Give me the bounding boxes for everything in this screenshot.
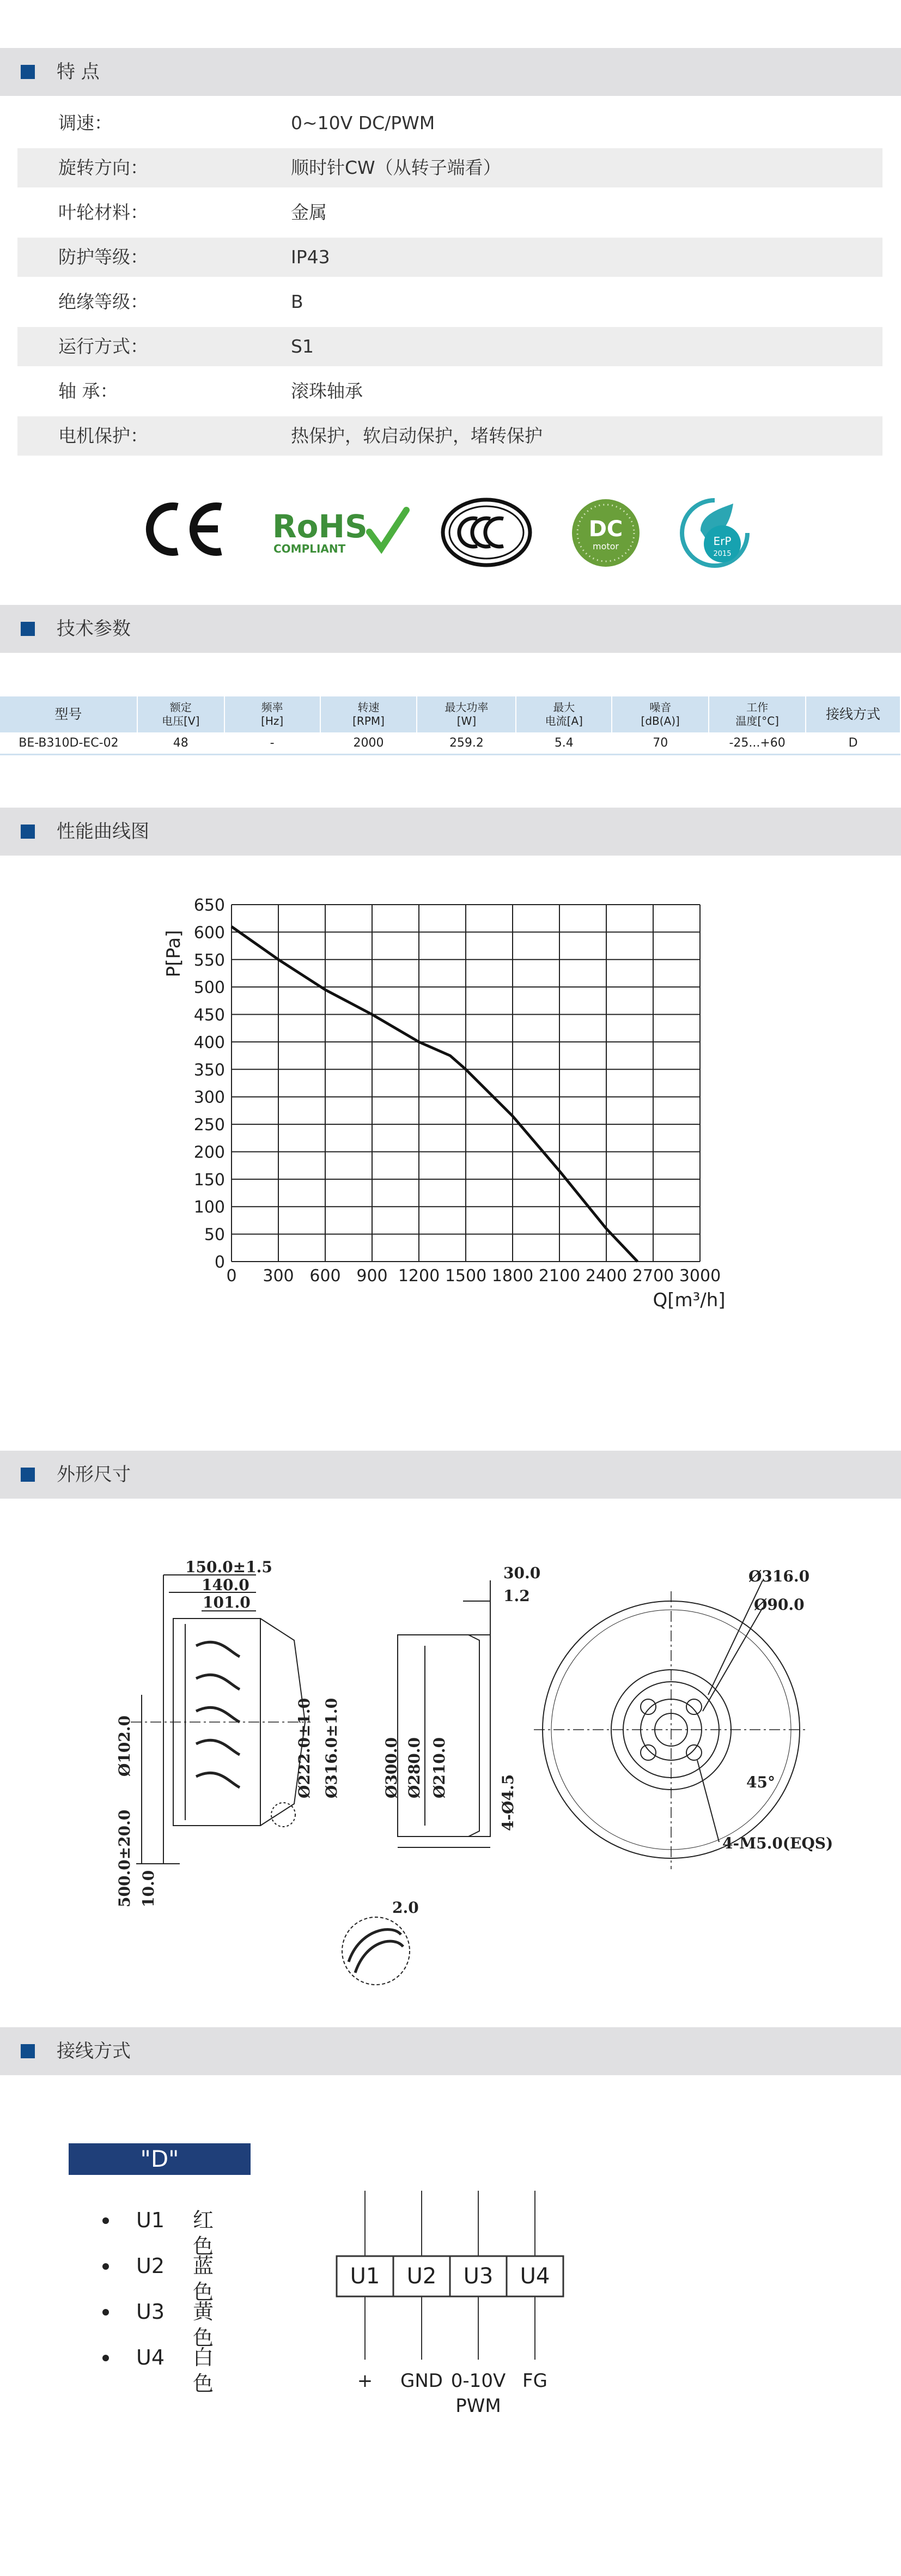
wire-color: 白色 bbox=[193, 2345, 214, 2396]
dim-label: 2.0 bbox=[392, 1899, 419, 1917]
section-marker-icon bbox=[21, 65, 35, 79]
bullet-icon bbox=[102, 2217, 109, 2224]
x-tick-label: 900 bbox=[356, 1266, 388, 1286]
y-tick-label: 600 bbox=[193, 923, 225, 943]
dim-label: 150.0±1.5 bbox=[185, 1559, 272, 1576]
y-tick-label: 300 bbox=[193, 1088, 225, 1107]
rohs-logo bbox=[270, 500, 412, 562]
erp-text: ErP bbox=[713, 535, 732, 548]
feature-row bbox=[17, 327, 882, 366]
terminal-label: U1 bbox=[350, 2264, 380, 2289]
y-tick-label: 650 bbox=[193, 896, 225, 915]
section-title: 技术参数 bbox=[57, 618, 131, 640]
wire-id: U3 bbox=[136, 2300, 165, 2324]
x-tick-label: 1200 bbox=[398, 1266, 440, 1286]
dim-label: Ø300.0 bbox=[382, 1737, 400, 1798]
feature-value: 滚珠轴承 bbox=[291, 380, 363, 402]
feature-key: 运行方式： bbox=[58, 336, 148, 357]
spec-header-line: 工作 bbox=[746, 701, 769, 714]
spec-header-line: 电流[A] bbox=[545, 714, 583, 728]
dim-label: Ø210.0 bbox=[430, 1737, 448, 1798]
spec-cell: -25...+60 bbox=[709, 732, 806, 754]
spec-header-line: [RPM] bbox=[352, 714, 385, 728]
section-header-dims bbox=[0, 1451, 901, 1499]
x-tick-label: 1500 bbox=[445, 1266, 487, 1286]
terminal-diagram bbox=[327, 2180, 577, 2430]
spec-header-line: [W] bbox=[456, 714, 477, 728]
signal-sub-label: PWM bbox=[455, 2395, 501, 2417]
section-title: 特 点 bbox=[57, 61, 100, 83]
feature-row bbox=[17, 148, 882, 187]
y-tick-label: 0 bbox=[214, 1253, 225, 1272]
bullet-icon bbox=[102, 2355, 109, 2361]
feature-key: 电机保护： bbox=[58, 425, 148, 446]
section-title: 性能曲线图 bbox=[57, 821, 149, 842]
x-tick-label: 300 bbox=[263, 1266, 294, 1286]
terminal-label: U4 bbox=[520, 2264, 550, 2289]
spec-header-cell bbox=[0, 696, 137, 732]
feature-row bbox=[17, 372, 882, 411]
x-tick-label: 1800 bbox=[491, 1266, 534, 1286]
section-header-tech bbox=[0, 605, 901, 653]
spec-cell: 259.2 bbox=[417, 732, 516, 754]
dim-label: Ø316.0±1.0 bbox=[322, 1698, 340, 1798]
performance-chart bbox=[153, 883, 730, 1417]
spec-header-cell bbox=[516, 696, 612, 732]
feature-key: 轴 承： bbox=[58, 380, 118, 402]
section-header-features bbox=[0, 48, 901, 96]
x-tick-label: 600 bbox=[309, 1266, 341, 1286]
spec-header-line: 温度[°C] bbox=[735, 714, 779, 728]
spec-cell: 5.4 bbox=[516, 732, 612, 754]
bullet-icon bbox=[102, 2263, 109, 2270]
spec-header-cell bbox=[417, 696, 516, 732]
spec-header-cell bbox=[709, 696, 806, 732]
spec-cell: D bbox=[806, 732, 900, 754]
feature-value: 顺时针CW（从转子端看） bbox=[291, 157, 501, 178]
spec-header-line: 额定 bbox=[169, 701, 192, 714]
y-axis-label: P[Pa] bbox=[163, 930, 185, 978]
signal-label: GND bbox=[400, 2370, 443, 2392]
dim-label: Ø222.0±1.0 bbox=[295, 1698, 313, 1798]
x-tick-label: 2400 bbox=[585, 1266, 628, 1286]
x-tick-label: 0 bbox=[226, 1266, 237, 1286]
spec-cell: 48 bbox=[137, 732, 224, 754]
y-tick-label: 250 bbox=[193, 1116, 225, 1135]
dc-text: DC bbox=[588, 517, 623, 542]
section-marker-icon bbox=[21, 1468, 35, 1482]
spec-header-line: 频率 bbox=[261, 701, 283, 714]
dim-label: 4-M5.0(EQS) bbox=[722, 1834, 833, 1852]
y-tick-label: 350 bbox=[193, 1060, 225, 1080]
dim-label: 30.0 bbox=[503, 1564, 541, 1582]
signal-label: + bbox=[357, 2370, 373, 2392]
rohs-text: RoHS bbox=[272, 508, 368, 545]
erp-year: 2015 bbox=[713, 550, 732, 558]
dim-label: 4-Ø4.5 bbox=[499, 1774, 517, 1831]
spec-header-row bbox=[0, 696, 900, 732]
rohs-sub: COMPLIANT bbox=[273, 542, 346, 555]
dc-sub: motor bbox=[592, 541, 619, 551]
feature-value: B bbox=[291, 291, 303, 312]
spec-header-line: [dB(A)] bbox=[641, 714, 680, 728]
section-title: 接线方式 bbox=[57, 2040, 131, 2062]
feature-key: 叶轮材料： bbox=[58, 202, 148, 223]
terminal-label: U3 bbox=[463, 2264, 494, 2289]
detail-view bbox=[342, 1917, 410, 1985]
front-view bbox=[534, 1580, 808, 1869]
wire-color: 蓝色 bbox=[193, 2254, 214, 2304]
ce-logo bbox=[137, 499, 230, 561]
y-tick-label: 500 bbox=[193, 978, 225, 998]
feature-key: 调速： bbox=[58, 112, 112, 134]
spec-header-cell bbox=[320, 696, 417, 732]
dim-label: 10.0 bbox=[139, 1870, 157, 1907]
dim-label: 500.0±20.0 bbox=[115, 1809, 133, 1907]
spec-header-line: 噪音 bbox=[649, 701, 672, 714]
feature-row bbox=[17, 238, 882, 277]
bullet-icon bbox=[102, 2309, 109, 2316]
x-tick-label: 3000 bbox=[679, 1266, 721, 1286]
erp-logo bbox=[679, 497, 751, 571]
feature-value: S1 bbox=[291, 336, 314, 357]
spec-header-cell bbox=[224, 696, 320, 732]
table-row bbox=[0, 732, 900, 754]
feature-row bbox=[17, 416, 882, 456]
dim-label: 101.0 bbox=[203, 1593, 251, 1611]
x-tick-label: 2100 bbox=[538, 1266, 581, 1286]
feature-row bbox=[17, 193, 882, 232]
dim-label: Ø102.0 bbox=[115, 1715, 133, 1777]
feature-key: 防护等级： bbox=[58, 246, 148, 268]
section-title: 外形尺寸 bbox=[57, 1464, 131, 1486]
y-tick-label: 200 bbox=[193, 1143, 225, 1162]
y-tick-label: 150 bbox=[193, 1170, 225, 1190]
wire-id: U1 bbox=[136, 2208, 165, 2232]
feature-row bbox=[17, 104, 882, 143]
dim-label: Ø280.0 bbox=[405, 1737, 423, 1798]
section-marker-icon bbox=[21, 825, 35, 839]
series-line bbox=[232, 926, 637, 1262]
wire-id: U4 bbox=[136, 2345, 165, 2369]
y-tick-label: 100 bbox=[193, 1198, 225, 1217]
dim-label: Ø316.0 bbox=[748, 1567, 810, 1585]
dim-label: 45° bbox=[746, 1773, 775, 1791]
section-marker-icon bbox=[21, 2044, 35, 2058]
dimension-drawing bbox=[0, 1559, 901, 2005]
section-view bbox=[398, 1580, 490, 1847]
wire-color: 红色 bbox=[193, 2208, 214, 2258]
spec-cell: 70 bbox=[612, 732, 709, 754]
spec-header-cell bbox=[137, 696, 224, 732]
dc-motor-logo bbox=[571, 498, 641, 570]
feature-value: 0~10V DC/PWM bbox=[291, 112, 435, 134]
spec-header-cell bbox=[612, 696, 709, 732]
signal-label: FG bbox=[522, 2370, 547, 2392]
signal-label: 0-10V bbox=[450, 2370, 506, 2392]
spec-table bbox=[0, 696, 901, 755]
dim-label: 1.2 bbox=[503, 1587, 530, 1605]
spec-cell: 2000 bbox=[320, 732, 417, 754]
x-axis-label: Q[m³/h] bbox=[653, 1289, 726, 1311]
feature-value: 热保护，软启动保护，堵转保护 bbox=[291, 425, 543, 446]
x-tick-label: 2700 bbox=[632, 1266, 674, 1286]
wire-id: U2 bbox=[136, 2254, 165, 2278]
spec-header-cell bbox=[806, 696, 900, 732]
section-header-wiring bbox=[0, 2027, 901, 2075]
feature-value: 金属 bbox=[291, 202, 327, 223]
spec-cell: BE-B310D-EC-02 bbox=[0, 732, 137, 754]
y-tick-label: 400 bbox=[193, 1033, 225, 1052]
spec-header-line: 接线方式 bbox=[826, 706, 881, 723]
side-view bbox=[131, 1575, 311, 1864]
wiring-code-badge: "D" bbox=[69, 2143, 251, 2175]
y-tick-label: 450 bbox=[193, 1005, 225, 1025]
ccc-logo bbox=[440, 497, 533, 570]
dim-label: 140.0 bbox=[202, 1576, 249, 1594]
feature-row bbox=[17, 282, 882, 322]
section-marker-icon bbox=[21, 622, 35, 636]
feature-key: 绝缘等级： bbox=[58, 291, 148, 312]
spec-header-line: 电压[V] bbox=[162, 714, 200, 728]
dim-label: Ø90.0 bbox=[754, 1596, 805, 1614]
spec-header-line: 最大 bbox=[553, 701, 575, 714]
spec-header-line: 最大功率 bbox=[445, 701, 489, 714]
y-tick-label: 550 bbox=[193, 950, 225, 970]
y-tick-label: 50 bbox=[204, 1225, 225, 1245]
spec-header-line: 型号 bbox=[54, 706, 82, 723]
section-header-curve bbox=[0, 808, 901, 856]
feature-key: 旋转方向： bbox=[58, 157, 148, 178]
spec-cell: - bbox=[224, 732, 320, 754]
feature-value: IP43 bbox=[291, 246, 330, 268]
wire-color: 黄色 bbox=[193, 2300, 214, 2350]
spec-header-line: 转速 bbox=[357, 701, 380, 714]
terminal-label: U2 bbox=[406, 2264, 437, 2289]
spec-header-line: [Hz] bbox=[261, 714, 284, 728]
